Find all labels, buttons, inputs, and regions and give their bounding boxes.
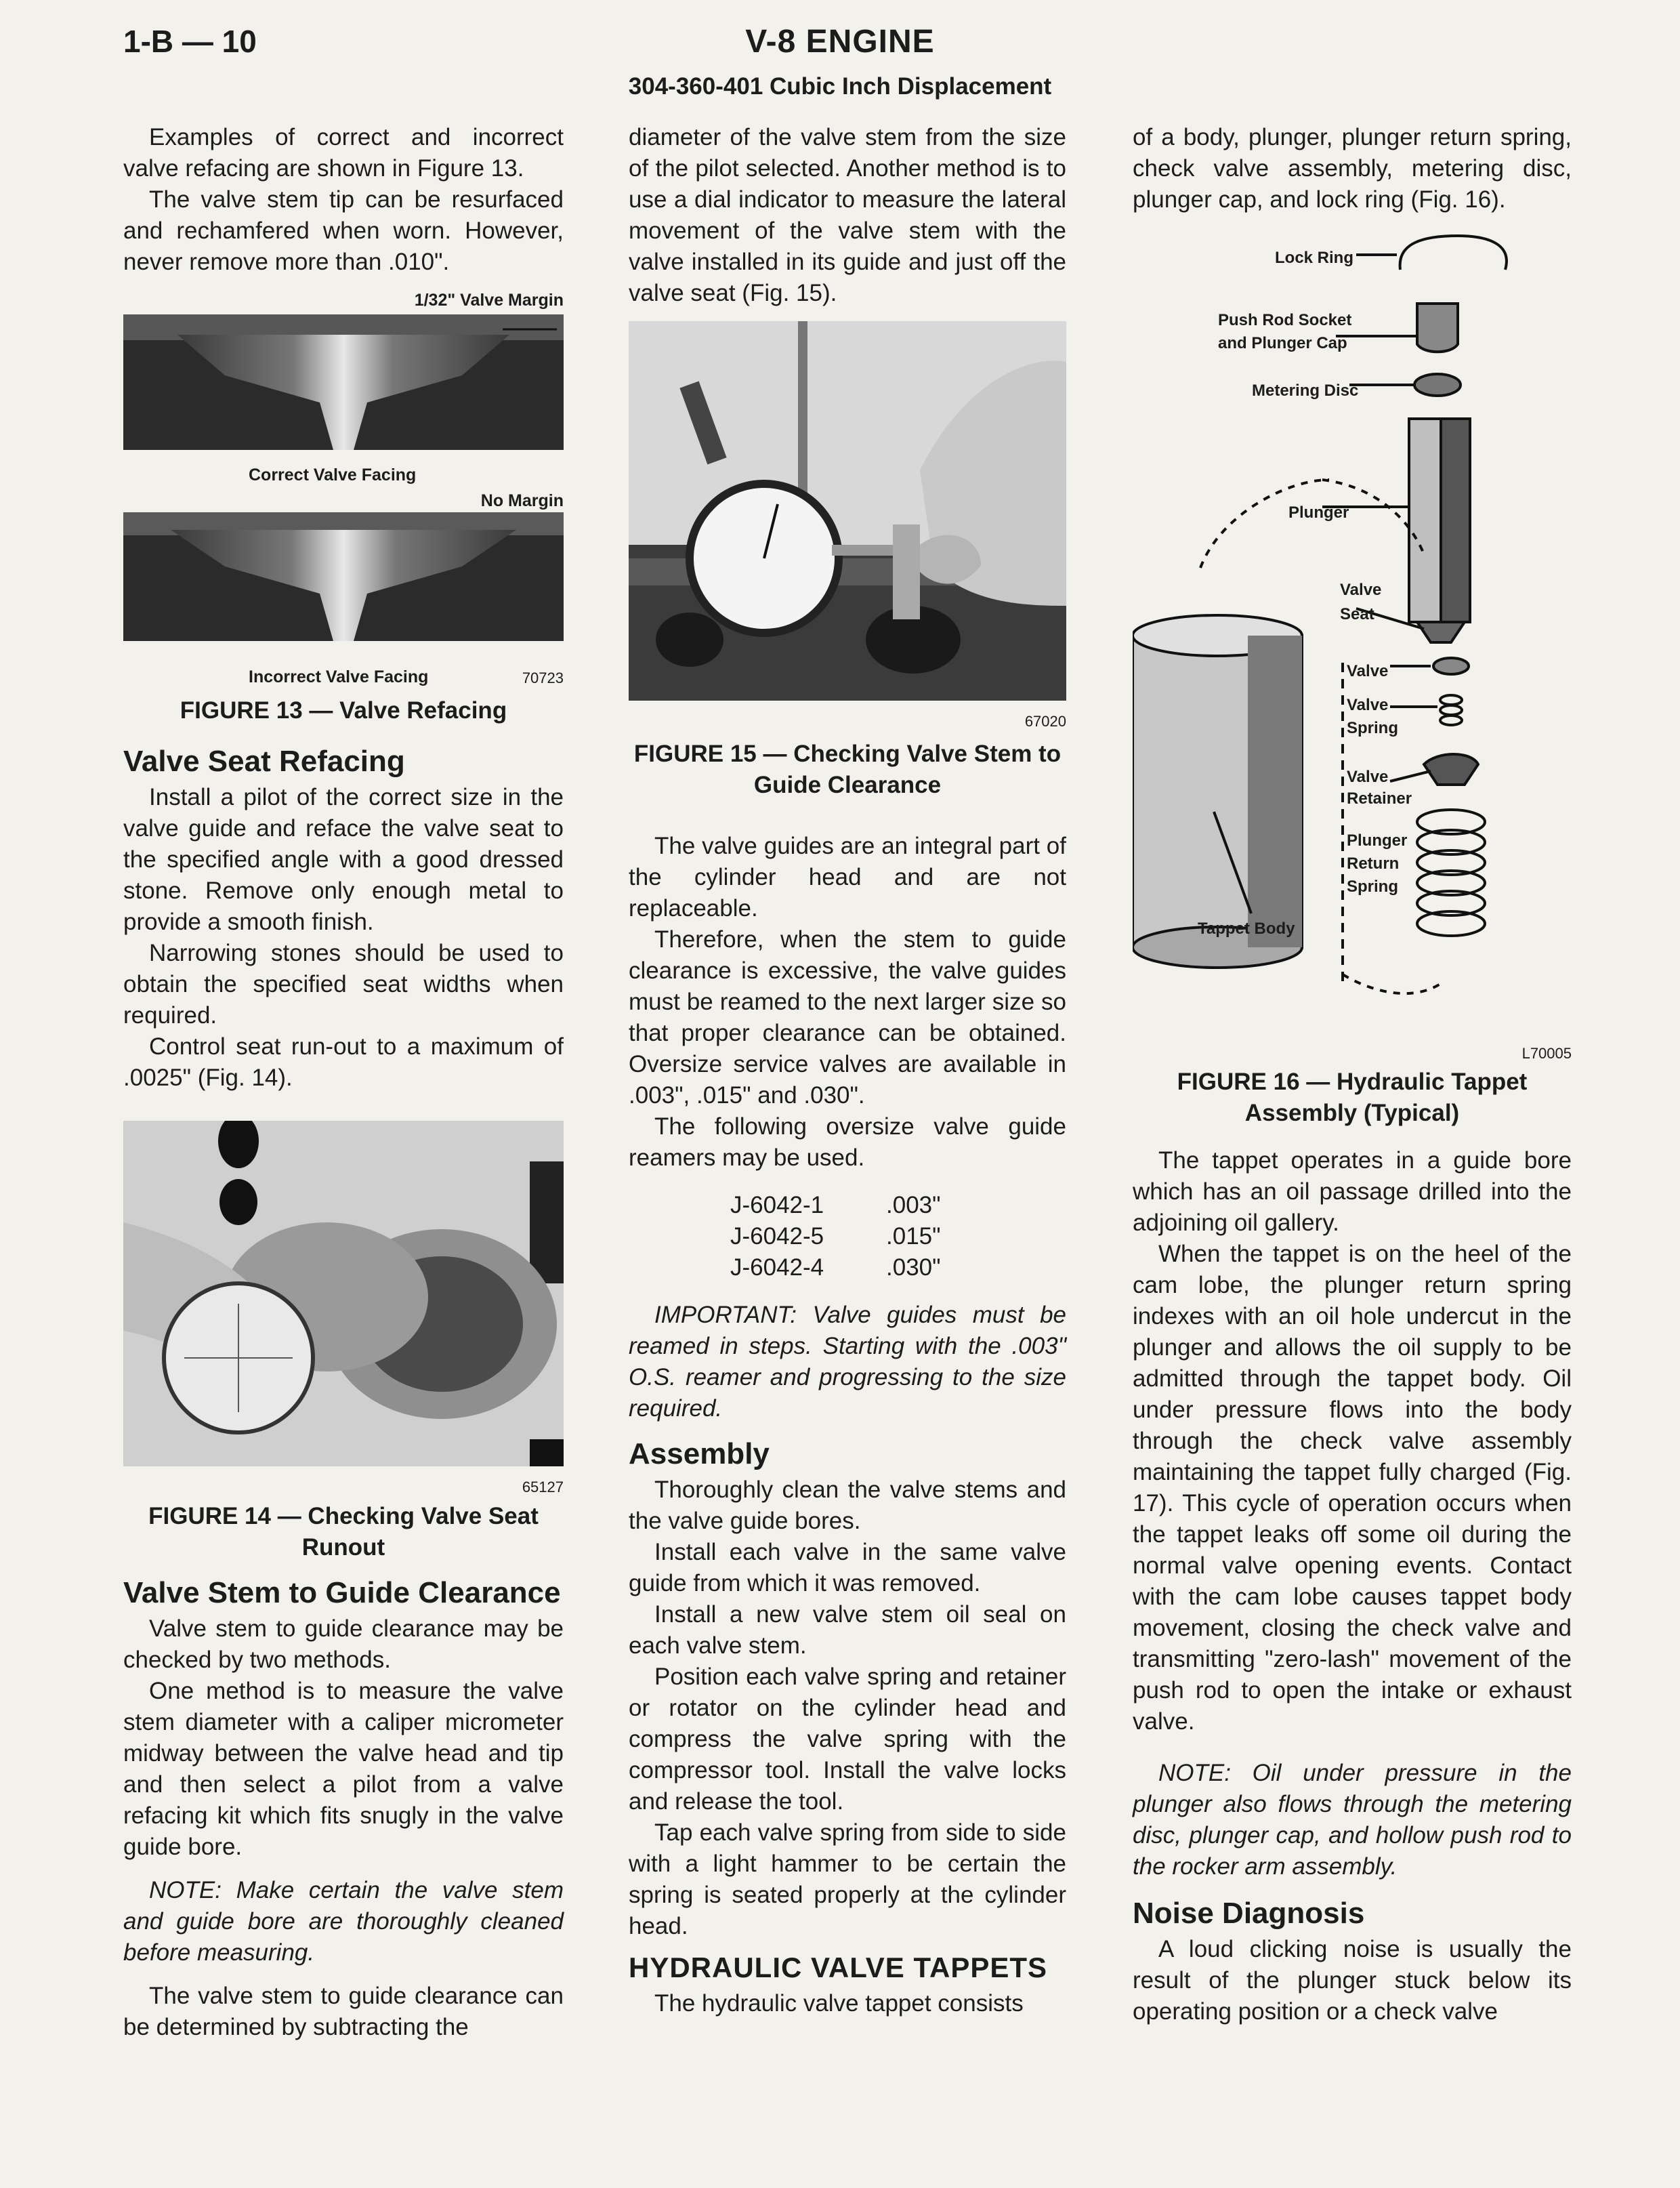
figure-14 xyxy=(123,1121,564,1497)
paragraph: Install a pilot of the correct size in the valve guide and reface the valve seat to the specified angle with a good dressed stone. Remove only enough metal to provide a smooth finish. xyxy=(123,784,564,935)
figure-caption: FIGURE 14 — Checking Valve Seat Runout xyxy=(148,1503,539,1561)
figure-code: 70723 xyxy=(522,669,564,686)
label-plunger-return-2: Return xyxy=(1347,854,1400,873)
label-tappet-body: Tappet Body xyxy=(1198,920,1295,938)
paragraph: Narrowing stones should be used to obtain the specified seat widths when required. xyxy=(123,940,564,1029)
paragraph: Install each valve in the same valve guide from which it was removed. xyxy=(629,1539,1066,1596)
page-number: 1-B — 10 xyxy=(123,24,257,59)
section-heading: HYDRAULIC VALVE TAPPETS xyxy=(629,1952,1048,1983)
page-header xyxy=(0,0,1680,115)
label-valve-retainer-1: Valve xyxy=(1347,768,1389,786)
figure-label: 1/32" Valve Margin xyxy=(414,291,564,310)
paragraph: Therefore, when the stem to guide clearance is excessive, the valve guides must be reamed to the next larger size so that proper clearance can be obtained. Oversize service valves are available in .003", .015" and .030". xyxy=(629,926,1066,1109)
column-2 xyxy=(629,122,1066,2019)
figure-16 xyxy=(1133,229,1572,1062)
section-heading: Assembly xyxy=(629,1437,770,1470)
label-plunger-return-1: Plunger xyxy=(1347,831,1408,850)
figure-label: No Margin xyxy=(480,491,564,510)
dial-indicator-photo xyxy=(629,321,1066,701)
paragraph: Examples of correct and incorrect valve refacing are shown in Figure 13. xyxy=(123,124,564,182)
reamer-list xyxy=(730,1190,1066,1283)
figure-code: 67020 xyxy=(1024,713,1066,730)
reamer-row: J-6042-4 .030" xyxy=(730,1254,941,1281)
paragraph: diameter of the valve stem from the size of the pilot selected. Another method is to use a dial indicator to measure the lateral movement of the valve stem with the valve installed in its guide and just off the valve seat (Fig. 15). xyxy=(629,124,1066,306)
figure-label: Incorrect Valve Facing xyxy=(249,667,429,686)
figure-15 xyxy=(629,321,1066,735)
paragraph: A loud clicking noise is usually the result of the plunger stuck below its operating position or a check valve xyxy=(1133,1936,1572,2025)
paragraph: The valve stem tip can be resurfaced and rechamfered when worn. However, never remove more than .010". xyxy=(123,186,564,275)
figure-code: L70005 xyxy=(1521,1045,1572,1062)
label-metering-disc: Metering Disc xyxy=(1252,381,1359,400)
figure-13 xyxy=(123,282,564,695)
paragraph: One method is to measure the valve stem diameter with a caliper micrometer midway between the valve head and tip and then select a pilot from a valve refacing kit which fits snugly in the valve guide bore. xyxy=(123,1678,564,1860)
reamer-row: J-6042-1 .003" xyxy=(730,1192,941,1218)
figure-code: 65127 xyxy=(522,1479,564,1495)
figure-caption: FIGURE 15 — Checking Valve Stem to Guide Clearance xyxy=(633,741,1062,798)
page-title: V-8 ENGINE xyxy=(745,24,935,60)
label-plunger-cap: and Plunger Cap xyxy=(1218,334,1347,352)
reamer-row: J-6042-5 .015" xyxy=(730,1223,941,1250)
label-valve-retainer-2: Retainer xyxy=(1347,789,1412,808)
valve-facing-correct-image xyxy=(123,314,564,450)
label-plunger-return-3: Spring xyxy=(1347,878,1398,896)
paragraph: Thoroughly clean the valve stems and the valve guide bores. xyxy=(629,1477,1066,1534)
important-note: IMPORTANT: Valve guides must be reamed in steps. Starting with the .003" O.S. reamer and progressing to the size required. xyxy=(629,1302,1066,1422)
label-valve-spring-2: Spring xyxy=(1347,719,1398,737)
paragraph: When the tappet is on the heel of the cam lobe, the plunger return spring indexes with an oil hole undercut in the plunger and allows the oil supply to be admitted through the tappet body. Oil under pressure flows into the body through the check valve assembly maintaining the tappet fully charged (Fig. 17). This cycle of operation occurs when the tappet leaks off some oil during the normal valve opening events. Contact with the cam lobe causes tappet body movement, closing the check valve and transmitting "zero-lash" movement of the push rod to open the intake or exhaust valve. xyxy=(1133,1241,1572,1735)
figure-label: Correct Valve Facing xyxy=(249,466,417,484)
column-1 xyxy=(123,122,564,2043)
label-valve-seat-1: Valve xyxy=(1340,581,1382,599)
section-heading: Valve Stem to Guide Clearance xyxy=(123,1576,561,1609)
page-subtitle: 304-360-401 Cubic Inch Displacement xyxy=(628,73,1052,100)
paragraph: Install a new valve stem oil seal on each valve stem. xyxy=(629,1601,1066,1659)
paragraph: Valve stem to guide clearance may be checked by two methods. xyxy=(123,1615,564,1673)
section-heading: Valve Seat Refacing xyxy=(123,745,405,778)
label-valve-seat-2: Seat xyxy=(1340,605,1374,623)
label-lock-ring: Lock Ring xyxy=(1275,249,1354,267)
figure-caption: FIGURE 16 — Hydraulic Tappet Assembly (Typical) xyxy=(1177,1069,1528,1126)
label-plunger: Plunger xyxy=(1288,503,1349,522)
paragraph: Control seat run-out to a maximum of .0025" (Fig. 14). xyxy=(123,1033,564,1091)
paragraph: Position each valve spring and retainer or rotator on the cylinder head and compress the valve spring with the compressor tool. Install the valve locks and release the tool. xyxy=(629,1664,1066,1815)
paragraph: The tappet operates in a guide bore which has an oil passage drilled into the adjoining oil gallery. xyxy=(1133,1147,1572,1236)
figure-caption: FIGURE 13 — Valve Refacing xyxy=(180,697,507,724)
paragraph: The following oversize valve guide reamers may be used. xyxy=(629,1113,1066,1171)
valve-seat-runout-photo xyxy=(123,1121,564,1466)
label-valve-spring-1: Valve xyxy=(1347,696,1389,714)
paragraph: The valve stem to guide clearance can be determined by subtracting the xyxy=(123,1983,564,2040)
column-3 xyxy=(1133,122,1572,2027)
label-valve: Valve xyxy=(1347,662,1389,680)
label-push-rod-socket: Push Rod Socket xyxy=(1218,311,1352,329)
note: NOTE: Oil under pressure in the plunger also flows through the metering disc, plunger cap, and hollow push rod to the rocker arm assembly. xyxy=(1133,1760,1572,1880)
valve-facing-incorrect-image xyxy=(123,512,564,641)
paragraph: The valve guides are an integral part of the cylinder head and are not replaceable. xyxy=(629,833,1066,922)
paragraph: The hydraulic valve tappet consists xyxy=(654,1990,1024,2017)
section-heading: Noise Diagnosis xyxy=(1133,1897,1365,1930)
paragraph: of a body, plunger, plunger return spring, check valve assembly, metering disc, plunger cap, and lock ring (Fig. 16). xyxy=(1133,124,1572,213)
paragraph: Tap each valve spring from side to side with a light hammer to be certain the spring is seated properly at the cylinder head. xyxy=(629,1819,1066,1939)
note: NOTE: Make certain the valve stem and guide bore are thoroughly cleaned before measuring. xyxy=(123,1877,564,1966)
